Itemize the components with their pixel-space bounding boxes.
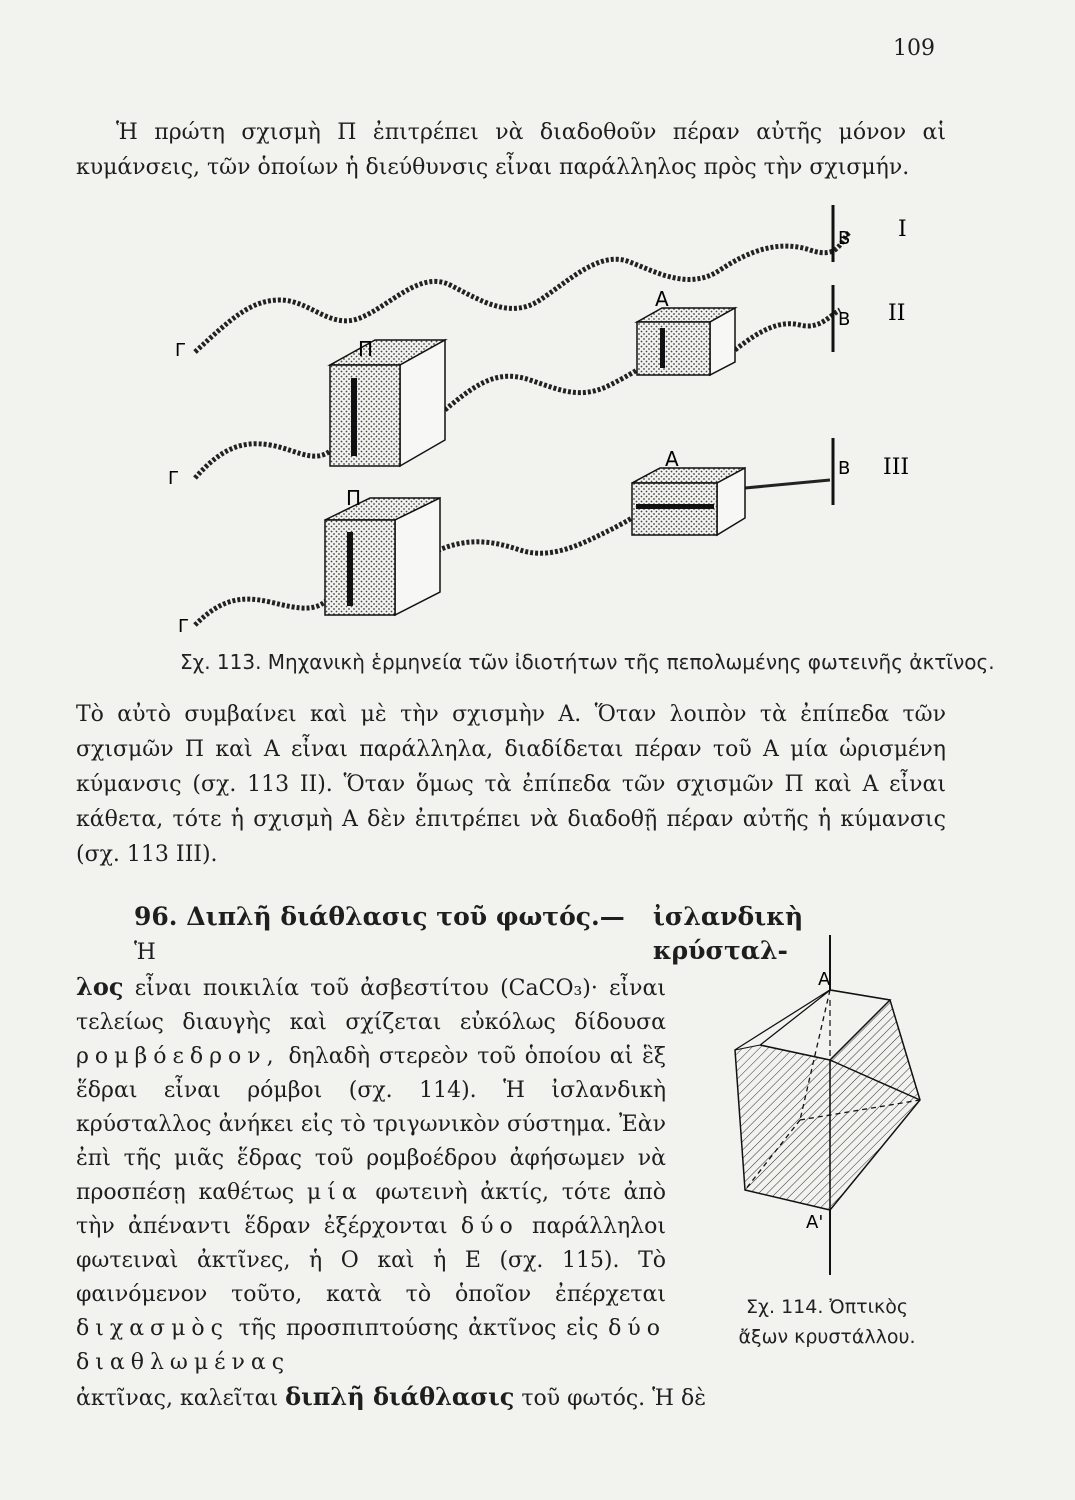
figure-114-caption [722, 1292, 932, 1352]
row-label-1: I [898, 217, 907, 242]
section-lead: Ἡ [134, 940, 156, 965]
figure-114-caption-line-2: ἄξων κρυστάλλου. [738, 1326, 916, 1348]
last-bold: διπλῆ διάθλασις [285, 1382, 515, 1411]
spaced-2: μία [306, 1180, 363, 1205]
section-body [76, 970, 666, 1380]
spaced-4: διχασμὸς [76, 1316, 229, 1341]
slit-box-pi-row-3 [325, 498, 440, 615]
intro-paragraph: Ἡ πρώτη σχισμὴ Π ἐπιτρέπει νὰ διαδοθοῦν πέραν αὐτῆς μόνον αἱ κυμάνσεις, τῶν ὁποίων ἡ διεύθυνσις εἶναι παράλληλος πρὸς τὴν σχισμήν. [76, 120, 946, 180]
figure-114-caption-line-1: Σχ. 114. Ὀπτικὸς [746, 1296, 908, 1318]
label-gamma-1: Γ [175, 340, 186, 361]
wave-row-2-in [195, 440, 340, 478]
label-alpha-2: Α [655, 287, 669, 311]
label-beta-1: Β [838, 228, 851, 249]
slit-box-alpha-row-2 [637, 308, 735, 375]
label-gamma-3: Γ [178, 616, 189, 637]
figure-113-caption: Σχ. 113. Μηχανικὴ ἑρμηνεία τῶν ἰδιοτήτων τῆς πεπολωμένης φωτεινῆς ἀκτῖνος. [180, 650, 995, 674]
label-alpha-3: Α [665, 447, 679, 471]
label-axis-top: Α [818, 969, 831, 990]
wave-row-1 [195, 232, 850, 352]
label-beta-3: Β [838, 458, 851, 479]
body-a: εἶναι ποικιλία τοῦ ἀσβεστίτου (CaCO₃)· εἶναι τελείως διαυγὴς καὶ σχίζεται εὐκόλως δίδουσα [76, 976, 666, 1035]
slit-box-pi-row-2 [330, 340, 445, 466]
spaced-3: δύο [460, 1214, 519, 1239]
wave-row-3-in [195, 590, 335, 625]
last-line [76, 1380, 946, 1416]
section-term-end: λος [76, 972, 124, 1001]
page-number: 109 [893, 36, 935, 61]
section-heading-row [76, 900, 946, 970]
label-pi-2: Π [358, 337, 374, 361]
section-heading: 96. Διπλῆ διάθλασις τοῦ φωτός.— [134, 902, 625, 931]
paragraph-2: Τὸ αὐτὸ συμβαίνει καὶ μὲ τὴν σχισμὴν Α. Ὅταν λοιπὸν τὰ ἐπίπεδα τῶν σχισμῶν Π καὶ Α εἶναι παράλληλα, διαδίδεται πέραν τοῦ Α μία ὡρισμένη κύμανσις (σχ. 113 ΙΙ). Ὅταν ὅμως τὰ ἐπίπεδα τῶν σχισμῶν Π καὶ Α εἶναι κάθετα, τότε ἡ σχισμὴ Α δὲν ἐπιτρέπει νὰ διαδοθῇ πέραν αὐτῆς ἡ κύμανσις (σχ. 113 ΙΙΙ). [76, 702, 946, 867]
spaced-1: ρομβόεδρον, [76, 1044, 280, 1069]
last-b: τοῦ φωτός. Ἡ δὲ [521, 1386, 707, 1411]
body-c: φωτεινὴ ἀκτίς, τότε ἀπὸ τὴν ἀπέναντι ἕδραν ἐξέρχονται [76, 1180, 666, 1239]
spaced-5: δύο διαθλωμένας [76, 1316, 666, 1375]
label-beta-2: Β [838, 309, 851, 330]
label-pi-3: Π [346, 486, 362, 510]
body-d: παράλληλοι φωτειναὶ ἀκτῖνες, ἡ Ο καὶ ἡ Ε (σχ. 115). Τὸ φαινόμενον τοῦτο, κατὰ τὸ ὁποῖον ἐπέρχεται [76, 1214, 666, 1307]
blocked-ray-row-3 [745, 480, 830, 488]
label-gamma-2: Γ [168, 468, 179, 489]
body-b: δηλαδὴ στερεὸν τοῦ ὁποίου αἱ ἓξ ἕδραι εἶναι ρόμβοι (σχ. 114). Ἡ ἰσλανδικὴ κρύσταλλος ἀνήκει εἰς τὸ τριγωνικὸν σύστημα. Ἐὰν ἐπὶ τῆς μιᾶς ἕδρας τοῦ ρομβοέδρου ἀφήσωμεν νὰ προσπέσῃ καθέτως [76, 1044, 666, 1205]
body-e: τῆς προσπιπτούσης ἀκτῖνος εἰς [238, 1316, 599, 1341]
section-term: ἰσλανδικὴ κρύσταλ- [652, 902, 804, 965]
row-label-2: II [888, 301, 906, 326]
label-axis-bottom: Α' [806, 1212, 824, 1233]
wave-row-2-out [735, 310, 840, 350]
slit-box-alpha-row-3 [632, 468, 745, 535]
wave-row-2-mid [445, 355, 665, 410]
row-label-3: III [883, 455, 910, 480]
last-a: ἀκτῖνας, καλεῖται [76, 1386, 279, 1411]
wave-row-3-mid [420, 500, 665, 560]
